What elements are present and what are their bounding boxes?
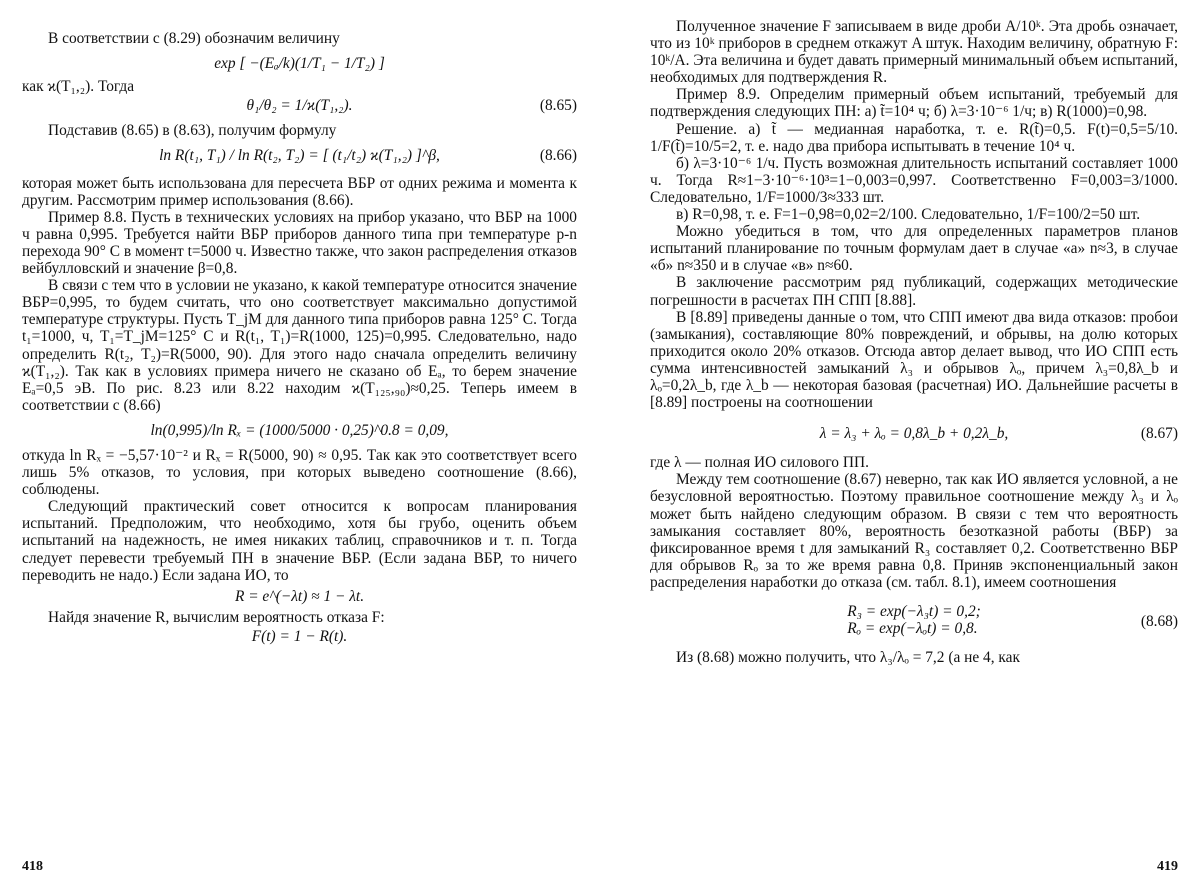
right-paragraph-6: Можно убедиться в том, что для определенных параметров планов испытаний планирование по точным формулам дает в случае «а» n≈3, в случае «б» n≈350 и в случае «в» n≈60. — [650, 223, 1178, 275]
left-paragraph-example-8-8: Пример 8.8. Пусть в технических условиях на прибор указано, что ВБР на 1000 ч равна 0,995. Требуется найти ВБР приборов данного типа при температуре p-n перехода 90° С в момент t=5000 ч. Известно также, что закон распределения отказов вейбулловский и значение β=0,8. — [22, 208, 577, 278]
page-number-right: 419 — [1157, 858, 1178, 874]
right-paragraph-8: В [8.89] приведены данные о том, что СПП имеют два вида отказов: пробои (замыкания), составляющие 80% повреждений, и обрывы, на долю которых приходится около 20% отказов. Отсюда автор делает вывод, что ИО СПП есть сумма интенсивностей замыканий λ₃ и обрывов λₒ, причем λ₃=0,8λ_b и λₒ=0,2λ_b, где λ_b — некоторая базовая (расчетная) ИО. Дальнейшие расчеты в [8.89] построены на соотношении — [650, 308, 1178, 412]
right-paragraph-9: где λ — полная ИО силового ПП. — [650, 454, 869, 472]
equation-number-8-65: (8.65) — [539, 97, 577, 115]
left-paragraph-1: В соответствии с (8.29) обозначим величину — [48, 30, 340, 47]
equation-number-8-68: (8.68) — [1140, 613, 1178, 630]
left-paragraph-2: как ϰ(T₁,₂). Тогда — [22, 78, 135, 96]
formula-8-67 — [650, 425, 1178, 442]
formula-8-68-system — [847, 603, 981, 637]
formula-8-68-line-2: Rₒ = exp(−λₒt) = 0,8. — [847, 620, 978, 638]
right-paragraph-1: Полученное значение F записываем в виде дроби A/10ᵏ. Эта дробь означает, что из 10ᵏ приборов в среднем откажут A штук. Находим величину, обратную F: 10ᵏ/A. Эта величина и будет давать примерный минимальный объем испытаний, необходимых для подтверждения R. — [650, 18, 1178, 87]
left-page — [22, 0, 577, 889]
left-paragraph-9: Найдя значение R, вычислим вероятность отказа F: — [48, 608, 385, 626]
formula-F: F(t) = 1 − R(t). — [251, 627, 348, 645]
left-paragraph-6: В связи с тем что в условии не указано, к какой температуре относится значение ВБР=0,995, то будем считать, что оно соответствует максимально допустимой температуре структуры. Пусть T_jM для данного типа приборов равна 125° С. Тогда t₁=1000, ч, T₁=T_jM=125° С и R(t₁, T₁)=R(1000, 125)=0,995. Следовательно, надо определить R(t₂, T₂)=R(5000, 90). Для этого надо сначала определить величину ϰ(T₁,₂). Так как в условиях примера ничего не сказано об Eₐ, то берем значение Eₐ=0,5 эВ. По рис. 8.23 или 8.22 находим ϰ(T₁₂₅,₉₀)≈0,25. Теперь имеем в соответствии с (8.66) — [22, 277, 577, 414]
right-paragraph-7: В заключение рассмотрим ряд публикаций, содержащих методические погрешности в расчетах ПН СПП [8.88]. — [650, 274, 1178, 309]
right-page — [650, 0, 1178, 889]
left-paragraph-7: откуда ln Rₓ = −5,57·10⁻² и Rₓ = R(5000, 90) ≈ 0,95. Так как это соответствует всего лишь 5% отказов, то условия, при которых выведено соотношение (8.66), соблюдены. — [22, 446, 577, 499]
formula-8-66 — [22, 147, 577, 164]
formula-8-68 — [650, 603, 1178, 637]
right-paragraph-11: Из (8.68) можно получить, что λ₃/λₒ = 7,2 (а не 4, как — [676, 649, 1020, 667]
right-paragraph-solution-c: в) R=0,98, т. е. F=1−0,98=0,02=2/100. Следовательно, 1/F=100/2=50 шт. — [676, 206, 1141, 224]
right-paragraph-solution-a: Решение. а) t̃ — медианная наработка, т. е. R(t̃)=0,5. F(t)=0,5=5/10. 1/F(t̃)=10/5=2, т. е. надо два прибора испытывать в течение 10⁴ ч. — [650, 120, 1178, 155]
formula-calculation: ln(0,995)/ln Rₓ = (1000/5000 · 0,25)^0.8 = 0,09, — [150, 421, 449, 439]
left-paragraph-3: Подставив (8.65) в (8.63), получим формулу — [48, 122, 337, 140]
formula-8-65 — [22, 97, 577, 114]
equation-number-8-67: (8.67) — [1140, 425, 1178, 443]
equation-number-8-66: (8.66) — [539, 147, 577, 165]
formula-exp: exp [ −(Eₐ/k)(1/T₁ − 1/T₂) ] — [214, 55, 385, 73]
page-number-left: 418 — [22, 858, 43, 874]
formula-R: R = e^(−λt) ≈ 1 − λt. — [234, 587, 365, 605]
right-paragraph-10: Между тем соотношение (8.67) неверно, так как ИО является условной, а не безусловной вероятностью. Поэтому правильное соотношение между λ₃ и λₒ может быть найдено следующим образом. В связи с тем что вероятность замыкания составляет 80%, вероятность безотказной работы (ВБР) за фиксированное время t для замыканий R₃ составляет 0,2. Соответственно ВБР для обрывов Rₒ за то же время равна 0,8. Приняв экспоненциальный закон распределения наработки до отказа (см. табл. 8.1), имеем соотношения — [650, 471, 1178, 591]
right-paragraph-example-8-9: Пример 8.9. Определим примерный объем испытаний, требуемый для подтверждения следующих ПН: а) t̃=10⁴ ч; б) λ=3·10⁻⁶ 1/ч; в) R(1000)=0,98. — [650, 86, 1178, 121]
formula-8-66-body: ln R(t₁, T₁) / ln R(t₂, T₂) = [ (t₁/t₂) ϰ(T₁,₂) ]^β, — [159, 147, 440, 165]
left-paragraph-4: которая может быть использована для пересчета ВБР от одних режима и момента к другим. Рассмотрим пример использования (8.66). — [22, 174, 577, 209]
right-paragraph-solution-b: б) λ=3·10⁻⁶ 1/ч. Пусть возможная длительность испытаний составляет 1000 ч. Тогда R≈1−3·10⁻⁶·10³=1−0,003=0,997. Соответственно F=0,003=3/1000. Следовательно, 1/F=1000/3≈333 шт. — [650, 154, 1178, 206]
formula-8-65-body: θ₁/θ₂ = 1/ϰ(T₁,₂). — [246, 97, 353, 115]
formula-8-68-line-1: R₃ = exp(−λ₃t) = 0,2; — [847, 603, 981, 620]
formula-8-67-body: λ = λ₃ + λₒ = 0,8λ_b + 0,2λ_b, — [819, 425, 1009, 443]
left-paragraph-8: Следующий практический совет относится к вопросам планирования испытаний. Предположим, что необходимо, хотя бы грубо, оценить объем испытаний на надежность, не имея никаких таблиц, справочников и т. п. Тогда следует перевести требуемый ПН в значение ВБР. (Если задана ВБР, то ничего переводить не надо.) Если задана ИО, то — [22, 498, 577, 584]
